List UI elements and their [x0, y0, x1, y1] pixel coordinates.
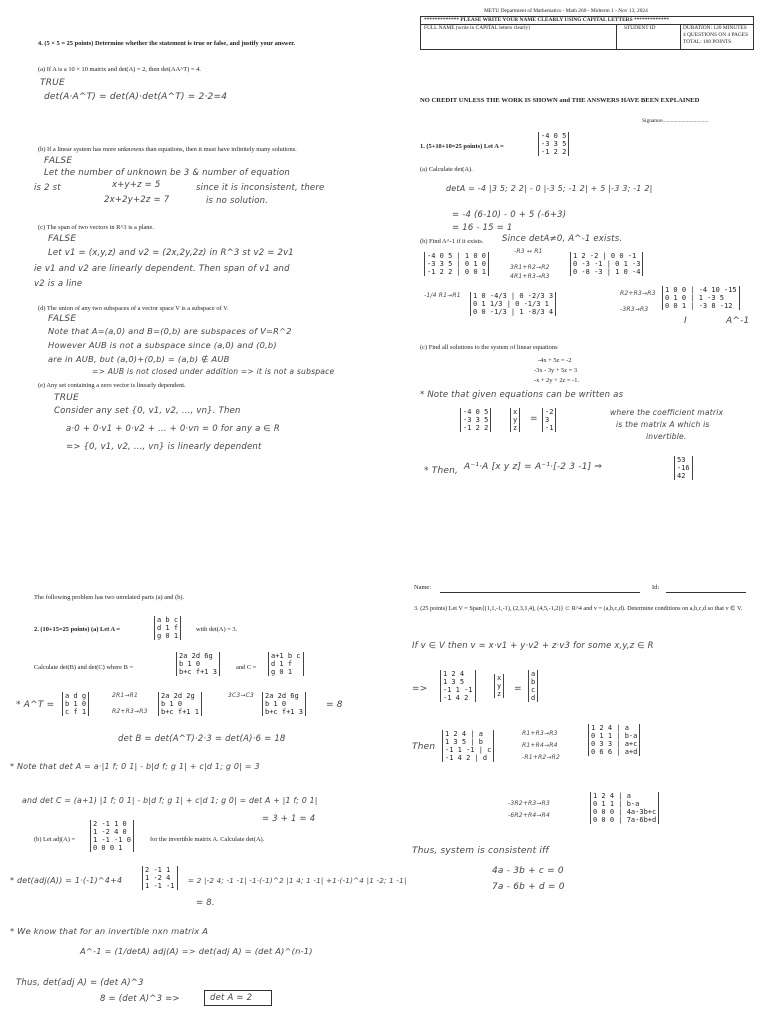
q2-equals-8: = 8 [326, 700, 343, 710]
q3-matrix-spanning: 1 2 4 1 3 5 -1 1 -1 -1 4 2 [440, 670, 476, 702]
q4e-line2: a·0 + 0·v1 + 0·v2 + ... + 0·vn = 0 for any a ∈ R [66, 424, 281, 434]
q3-unknowns: x y z [494, 674, 504, 698]
q3-op-3: -R1+R2→R2 [522, 754, 560, 761]
q4e-statement: (e) Any set containing a zero vector is linearly dependent. [38, 382, 186, 389]
q2b-formula: A^-1 = (1/detA) adj(A) => det(adj A) = (det A)^(n-1) [80, 946, 313, 956]
q1c-coef-note-1: where the coefficient matrix [610, 408, 724, 417]
no-credit-notice: NO CREDIT UNLESS THE WORK IS SHOWN and THE ANSWERS HAVE BEEN EXPLAINED [420, 97, 700, 104]
augmented-matrix-1: -4 0 5 | 1 0 0 -3 3 5 | 0 1 0 -1 2 2 | 0 0 1 [424, 252, 489, 276]
q1c-solution-vector: 53 -16 42 [674, 456, 693, 480]
q4a-justification: det(A·A^T) = det(A)·det(A^T) = 2·2=4 [44, 92, 228, 102]
q4c-line2: ie v1 and v2 are linearly dependent. Then span of v1 and [34, 264, 290, 274]
q4d-statement: (d) The union of any two subspaces of a vector space V is a subspace of V. [38, 305, 229, 312]
q3-op-1: R1+R3→R3 [522, 730, 558, 737]
q1c-then: * Then, [424, 466, 459, 476]
q1c-eq-2: -3x - 3y + 5z = 3 [534, 367, 578, 374]
q2-detC-result: = 3 + 1 = 4 [262, 814, 316, 824]
questions-count-text: 4 QUESTIONS ON 4 PAGES [683, 32, 749, 38]
total-points-text: TOTAL: 100 POINTS [683, 39, 732, 45]
q1c-note: * Note that given equations can be written as [420, 390, 624, 400]
exam-page-question-3 [384, 512, 768, 1024]
student-id-field: STUDENT ID [624, 25, 656, 31]
q1c-prompt: (c) Find all solutions to the system of linear equations [420, 344, 558, 351]
q4d-line2: However AUB is not a subspace since (a,0) and (0,b) [48, 340, 277, 350]
q3-condition-2: 7a - 6b + d = 0 [492, 882, 565, 892]
q2-matrix-step: 2a 2d 2g b 1 0 b+c f+1 1 [158, 692, 202, 716]
row-op-2: 3R1+R2→R2 [510, 264, 550, 271]
q2-matrix-AT: a d g b 1 0 c f 1 [62, 692, 89, 716]
q2-matrix-B: 2a 2d 6g b 1 0 b+c f+1 3 [176, 652, 220, 676]
q4c-line3: v2 is a line [34, 279, 83, 289]
equals-sign: = [514, 684, 522, 694]
q1c-coefficient-matrix: -4 0 5 -3 3 5 -1 2 2 [460, 408, 491, 432]
q2-matrix-B-result: 2a 2d 6g b 1 0 b+c f+1 3 [262, 692, 306, 716]
q2b-prompt-tail: for the invertible matrix A. Calculate det(A). [150, 836, 265, 843]
q2b-work-2: = 2 |-2 4; -1 -1| -1·(-1)^2 |1 4; 1 -1| +1·(-1)^4 |1 -2; 1 -1| [188, 876, 407, 885]
capital-letters-banner: ************* PLEASE WRITE YOUR NAME CLEARLY USING CAPITAL LETTERS ************* [424, 17, 669, 23]
q2-calc-prompt: Calculate det(B) and det(C) where B = [34, 664, 134, 671]
augmented-matrix-final: 1 0 0 | -4 10 -15 0 1 0 | 1 -3 5 0 0 1 | -3 8 -12 [662, 286, 740, 310]
q4a-statement: (a) If A is a 10 × 10 matrix and det(A) = 2, then det(AA^T) = 4. [38, 66, 201, 73]
q4b-eq1: x+y+z = 5 [112, 180, 161, 190]
augmented-matrix-2: 1 2 -2 | 0 0 -1 0 -3 -1 | 0 1 -3 0 -8 -3 | 1 0 -4 [570, 252, 643, 276]
q4d-line4: => AUB is not closed under addition => it is not a subspace [92, 367, 335, 376]
q4b-answer: FALSE [44, 156, 73, 166]
q3-thus: Thus, system is consistent iff [412, 846, 549, 856]
equals-sign: = [530, 414, 538, 424]
q3-implies: => [412, 684, 428, 694]
q2b-minor-3x3: 2 -1 1 1 -2 4 1 -1 -1 [142, 866, 178, 890]
q1a-prompt: (a) Calculate det(A). [420, 166, 473, 173]
inverse-label: A^-1 [726, 316, 750, 326]
q1c-unknowns-vector: x y z [510, 408, 520, 432]
q4c-line1: Let v1 = (x,y,z) and v2 = (2x,2y,2z) in R^3 st v2 = 2v1 [48, 248, 294, 258]
q3-condition-1: 4a - 3b + c = 0 [492, 866, 564, 876]
q3-header: 3. (25 points) Let V = Span{(1,1,-1,-1), (2,3,1,4), (4,5,-1,2)} ⊂ R^4 and v = (a,b,c,d). Determine conditions on a,b,c,d so that v ∈ V. [414, 605, 743, 612]
q2-intro: The following problem has two unrelated parts (a) and (b). [34, 594, 185, 601]
q2-and: and C = [236, 664, 257, 671]
q2b-know: * We know that for an invertible nxn matrix A [10, 926, 209, 936]
row-op-1: -R3 ↔ R1 [514, 248, 543, 255]
q4d-answer: FALSE [48, 314, 77, 324]
q1c-coef-note-2: is the matrix A which is [616, 420, 710, 429]
exam-page-question-4 [0, 0, 384, 512]
q1c-rhs-vector: -2 3 -1 [542, 408, 556, 432]
q3-augmented-2: 1 2 4 | a 0 1 1 | b-a 0 3 3 | a+c 0 6 6 | a+d [588, 724, 640, 756]
q4c-statement: (c) The span of two vectors in R^3 is a plane. [38, 224, 154, 231]
q4e-line3: => {0, v1, v2, ..., vn} is linearly dependent [66, 442, 262, 452]
q1c-inverse-product: A⁻¹·A [x y z] = A⁻¹·[-2 3 -1] ⇒ [464, 462, 603, 472]
q3-op-4: -3R2+R3→R3 [508, 800, 550, 807]
row-op-4: -1/4 R1→R1 [424, 292, 461, 299]
q2b-prompt: (b) Let adj(A) = [34, 836, 76, 843]
q1-header: 1. (5+10+10=25 points) Let A = [420, 143, 504, 150]
q2b-work-1: * det(adj(A)) = 1·(-1)^4+4 [10, 876, 123, 885]
q2-header: 2. (10+15=25 points) (a) Let A = [34, 626, 121, 633]
q4b-line3: since it is inconsistent, there [196, 183, 325, 193]
q2-op-2: R2+R3→R3 [112, 708, 148, 715]
q2-detA-expansion: * Note that det A = a·|1 f; 0 1| - b|d f; g 1| + c|d 1; g 0| = 3 [10, 762, 260, 771]
q1b-note: Since detA≠0, A^-1 exists. [502, 234, 623, 244]
exam-page-question-1 [384, 0, 768, 512]
id-label: Id: [652, 584, 660, 591]
signature-line: Signature.................................. [642, 118, 709, 124]
q4b-line4: is no solution. [206, 196, 269, 206]
q2b-work-3: = 8. [196, 898, 215, 908]
q2b-boxed-answer: det A = 2 [210, 993, 253, 1003]
q3-target-vector: a b c d [528, 670, 538, 702]
q4b-line1: Let the number of unknown be 3 & number of equation [44, 168, 290, 178]
q1c-eq-3: -x + 2y + 2z = -1. [534, 377, 580, 384]
q1a-work-2: = -4 (6-10) - 0 + 5 (-6+3) [452, 210, 567, 220]
q1a-work-3: = 16 - 15 = 1 [452, 223, 513, 233]
identity-label: I [684, 316, 687, 326]
q4e-line1: Consider any set {0, v1, v2, ..., vn}. Then [54, 406, 241, 416]
q4e-answer: TRUE [54, 393, 79, 403]
q2-transpose-label: * A^T = [16, 700, 55, 710]
q2-detB: det B = det(A^T)·2·3 = det(A)·6 = 18 [118, 734, 286, 744]
q3-op-5: -6R2+R4→R4 [508, 812, 550, 819]
name-label: Name: [414, 584, 432, 591]
q2-matrix-C: a+1 b c d 1 f g 0 1 [268, 652, 304, 676]
q3-then: Then [412, 742, 436, 752]
q4b-eq2: 2x+2y+2z = 7 [104, 195, 170, 205]
department-header: METU Department of Mathematics - Math 260 - Midterm 1 - Nov 13, 2024 [484, 8, 648, 14]
exam-page-question-2 [0, 512, 407, 1024]
q4d-line1: Note that A=(a,0) and B=(0,b) are subspaces of V=R^2 [48, 326, 292, 336]
q1b-prompt: (b) Find A^-1 if it exists. [420, 238, 484, 245]
q2-op-1: 2R1→R1 [112, 692, 139, 699]
duration-text: DURATION: 120 MINUTES [683, 25, 747, 31]
q3-op-2: R1+R4→R4 [522, 742, 558, 749]
q3-work-1: If v ∈ V then v = x·v1 + y·v2 + z·v3 for some x,y,z ∈ R [412, 640, 654, 650]
q2-det-given: with det(A) = 3. [196, 626, 238, 633]
q2b-adj-matrix: 2 -1 1 0 1 -2 4 0 1 -1 -1 0 0 0 0 1 [90, 820, 134, 852]
row-op-3: 4R1+R3→R3 [510, 273, 550, 280]
row-op-5: R2+R3→R3 [620, 290, 656, 297]
q3-augmented-1: 1 2 4 | a 1 3 5 | b -1 1 -1 | c -1 4 2 | d [442, 730, 494, 762]
row-op-6: -3R3→R3 [620, 306, 649, 313]
q2b-final: 8 = (det A)^3 => [100, 994, 180, 1004]
q4-header: 4. (5 × 5 = 25 points) Determine whether the statement is true or false, and justify your answer. [38, 40, 296, 47]
q4a-answer: TRUE [40, 78, 65, 88]
q1c-eq-1: -4x + 5z = -2 [538, 357, 572, 364]
q4c-answer: FALSE [48, 234, 77, 244]
q1c-coef-note-3: invertible. [646, 432, 687, 441]
q2-op-3: 3C3→C3 [228, 692, 255, 699]
augmented-matrix-3: 1 0 -4/3 | 0 -2/3 3 0 1 1/3 | 0 -1/3 1 0 0 -1/3 | 1 -8/3 4 [470, 292, 556, 316]
q4b-line2: is 2 st [34, 183, 61, 193]
q4b-statement: (b) If a linear system has more unknowns than equations, then it must have infinitely many solutions. [38, 146, 297, 153]
q4d-line3: are in AUB, but (a,0)+(0,b) = (a,b) ∉ AUB [48, 354, 230, 364]
q2-detC-expansion: and det C = (a+1) |1 f; 0 1| - b|d f; g 1| + c|d 1; g 0| = det A + |1 f; 0 1| [22, 796, 318, 805]
q1a-work-1: detA = -4 |3 5; 2 2| - 0 |-3 5; -1 2| + 5 |-3 3; -1 2| [446, 184, 653, 193]
q1-matrix-A: -4 0 5 -3 3 5 -1 2 2 [538, 132, 569, 156]
q2b-thus: Thus, det(adj A) = (det A)^3 [16, 978, 144, 988]
full-name-field: FULL NAME (write in CAPITAL letters clearly) [424, 25, 531, 31]
q3-augmented-3: 1 2 4 | a 0 1 1 | b-a 0 0 0 | 4a-3b+c 0 0 0 | 7a-6b+d [590, 792, 659, 824]
q2-matrix-A: a b c d 1 f g 0 1 [154, 616, 181, 640]
